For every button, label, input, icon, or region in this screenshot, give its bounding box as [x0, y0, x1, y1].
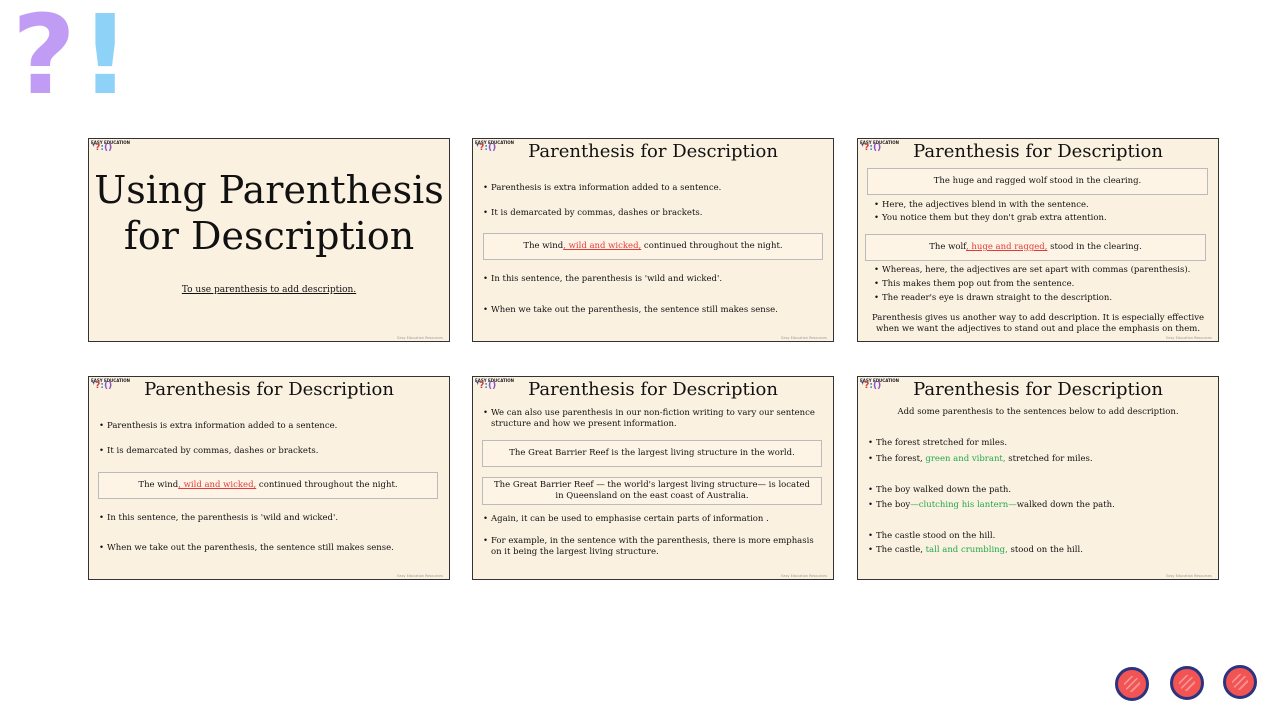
bullet-point: • The castle stood on the hill. [868, 531, 1208, 542]
bullet-point: • In this sentence, the parenthesis is 'wild and wicked'. [483, 274, 823, 285]
slide-thumbnail-2[interactable] [472, 138, 834, 342]
slide-title: Parenthesis for Description [913, 379, 1163, 400]
slide-title: Parenthesis for Description [144, 379, 394, 400]
logo-punctuation-icon: ❜?:() [92, 143, 113, 153]
instruction-text: Add some parenthesis to the sentences below to add description. [897, 407, 1179, 417]
example-sentence-box: The wolf, huge and ragged, stood in the clearing. [865, 234, 1206, 261]
bullet-point: • The boy—clutching his lantern—walked down the path. [868, 500, 1208, 511]
slide-thumbnail-4[interactable] [88, 376, 450, 580]
slide-title: Parenthesis for Description [913, 141, 1163, 162]
footer-credit: Easy Education Resources [1166, 574, 1212, 578]
slide-title: Parenthesis for Description [528, 141, 778, 162]
slide-thumbnail-6[interactable] [857, 376, 1219, 580]
bullet-point: • This makes them pop out from the sentence. [874, 279, 1208, 290]
slide-thumbnail-5[interactable] [472, 376, 834, 580]
bullet-point: • The forest stretched for miles. [868, 438, 1208, 449]
bullet-point: • For example, in the sentence with the parenthesis, there is more emphasis on it being the largest living structure. [483, 536, 823, 558]
logo-text: EASY EDUCATION [91, 140, 130, 145]
logo [91, 140, 131, 154]
bullet-point: • It is demarcated by commas, dashes or brackets. [483, 208, 823, 219]
bullet-point: • Here, the adjectives blend in with the sentence. [874, 200, 1208, 211]
footer-credit: Easy Education Resources [397, 574, 443, 578]
slide-title: Using Parenthesis for Description [94, 168, 444, 258]
slide-title: Parenthesis for Description [528, 379, 778, 400]
example-sentence-box: The Great Barrier Reef — the world's largest living structure— is located in Queensland on the east coast of Australia. [482, 477, 822, 505]
logo-text: EASY EDUCATION [475, 140, 514, 145]
bullet-point: • Again, it can be used to emphasise certain parts of information . [483, 514, 823, 525]
footer-credit: Easy Education Resources [1166, 336, 1212, 340]
exclamation-mark-decor: ! [80, 0, 131, 119]
bullet-point: • Whereas, here, the adjectives are set apart with commas (parenthesis). [874, 265, 1208, 276]
bullet-point: • We can also use parenthesis in our non-fiction writing to vary our sentence structure and how we present information. [483, 408, 823, 430]
logo-punctuation-icon: ❜?:() [476, 143, 497, 153]
logo-punctuation-icon: ❜?:() [861, 381, 882, 391]
footer-credit: Easy Education Resources [781, 336, 827, 340]
logo-text: EASY EDUCATION [91, 378, 130, 383]
logo-text: EASY EDUCATION [475, 378, 514, 383]
bullet-point: • In this sentence, the parenthesis is 'wild and wicked'. [99, 513, 439, 524]
bullet-point: • You notice them but they don't grab extra attention. [874, 213, 1208, 224]
decor-dot-2 [1170, 666, 1204, 700]
logo-punctuation-icon: ❜?:() [92, 381, 113, 391]
bullet-point: • When we take out the parenthesis, the sentence still makes sense. [99, 543, 439, 554]
logo-punctuation-icon: ❜?:() [861, 143, 882, 153]
logo-text: EASY EDUCATION [860, 140, 899, 145]
example-sentence-box: The wind, wild and wicked, continued throughout the night. [98, 472, 438, 499]
example-sentence-box: The Great Barrier Reef is the largest living structure in the world. [482, 440, 822, 467]
bullet-point: • The boy walked down the path. [868, 485, 1208, 496]
bullet-point: • Parenthesis is extra information added to a sentence. [99, 421, 439, 432]
summary-text: Parenthesis gives us another way to add description. It is especially effective when we want the adjectives to stand out and place the emphasis on them. [871, 313, 1205, 334]
bullet-point: • The castle, tall and crumbling, stood on the hill. [868, 545, 1208, 556]
bullet-point: • Parenthesis is extra information added to a sentence. [483, 183, 823, 194]
slide-thumbnail-1[interactable] [88, 138, 450, 342]
question-mark-decor: ? [12, 0, 76, 119]
bullet-point: • It is demarcated by commas, dashes or brackets. [99, 446, 439, 457]
bullet-point: • The reader's eye is drawn straight to the description. [874, 293, 1208, 304]
footer-credit: Easy Education Resources [397, 336, 443, 340]
decor-dot-1 [1115, 667, 1149, 701]
logo-punctuation-icon: ❜?:() [476, 381, 497, 391]
bullet-point: • The forest, green and vibrant, stretched for miles. [868, 454, 1208, 465]
bullet-point: • When we take out the parenthesis, the sentence still makes sense. [483, 305, 823, 316]
decor-dot-3 [1223, 665, 1257, 699]
footer-credit: Easy Education Resources [781, 574, 827, 578]
example-sentence-box: The huge and ragged wolf stood in the clearing. [867, 168, 1208, 195]
learning-objective: To use parenthesis to add description. [181, 285, 357, 295]
example-sentence-box: The wind, wild and wicked, continued throughout the night. [483, 233, 823, 260]
slide-thumbnail-3[interactable] [857, 138, 1219, 342]
logo-text: EASY EDUCATION [860, 378, 899, 383]
